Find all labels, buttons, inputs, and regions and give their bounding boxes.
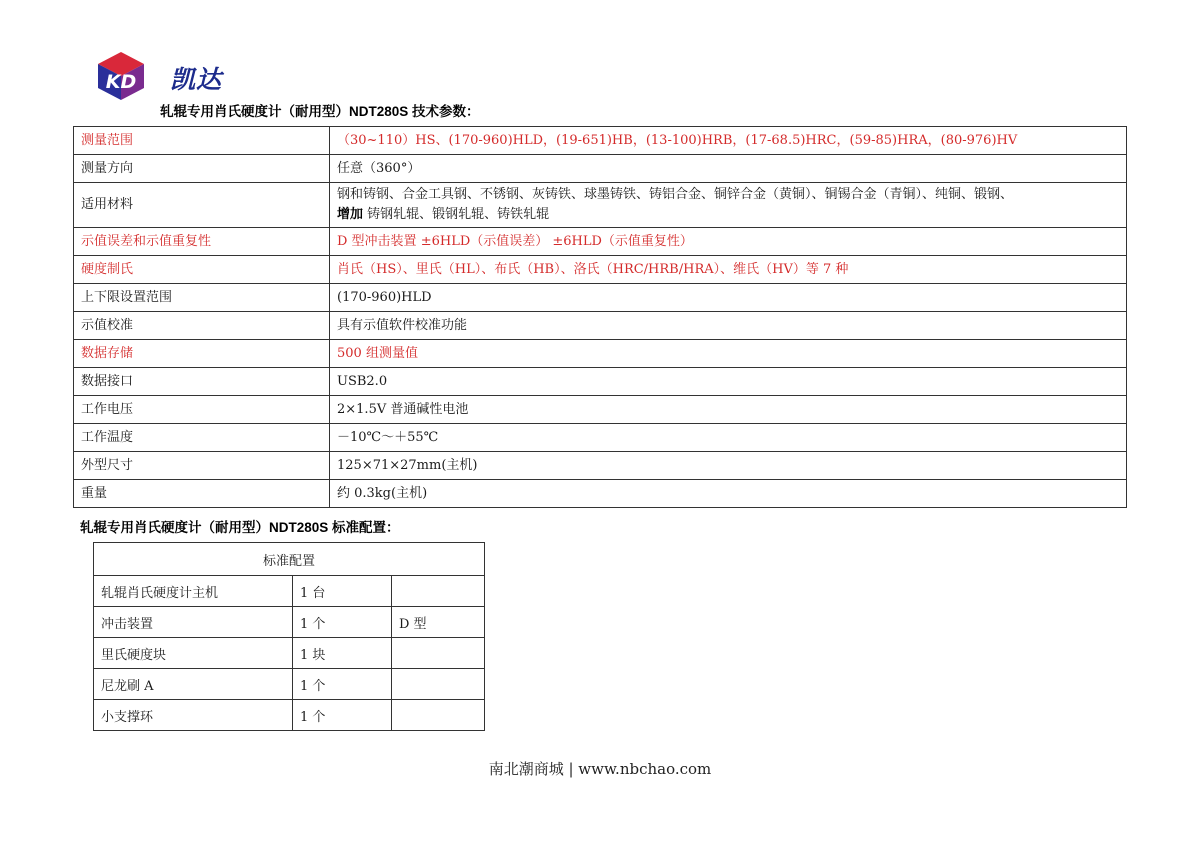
config-row xyxy=(94,700,485,731)
spec-value xyxy=(330,183,1127,228)
spec-label: 工作温度 xyxy=(74,424,330,452)
spec-label: 上下限设置范围 xyxy=(74,284,330,312)
spec-label: 工作电压 xyxy=(74,396,330,424)
config-header-row xyxy=(94,543,485,576)
spec-label: 测量范围 xyxy=(74,127,330,155)
spec-label: 外型尺寸 xyxy=(74,452,330,480)
spec-label: 示值校准 xyxy=(74,312,330,340)
spec-table xyxy=(73,126,1127,508)
spec-row xyxy=(74,284,1127,312)
config-table xyxy=(93,542,485,731)
spec-row xyxy=(74,127,1127,155)
config-note xyxy=(392,576,485,607)
config-row xyxy=(94,607,485,638)
config-note xyxy=(392,700,485,731)
config-qty: 1 个 xyxy=(293,607,392,638)
spec-value-bold: 增加 xyxy=(337,207,364,222)
spec-label: 数据存储 xyxy=(74,340,330,368)
spec-value: D 型冲击装置 ±6HLD（示值误差） ±6HLD（示值重复性） xyxy=(330,228,1127,256)
spec-row xyxy=(74,396,1127,424)
spec-row xyxy=(74,183,1127,228)
config-title: 轧辊专用肖氏硬度计（耐用型）NDT280S 标准配置： xyxy=(80,520,400,535)
spec-label: 示值误差和示值重复性 xyxy=(74,228,330,256)
config-item: 轧辊肖氏硬度计主机 xyxy=(94,576,293,607)
spec-row xyxy=(74,256,1127,284)
config-item: 尼龙刷 A xyxy=(94,669,293,700)
config-qty: 1 个 xyxy=(293,669,392,700)
spec-label: 重量 xyxy=(74,480,330,508)
kd-logo xyxy=(96,50,146,102)
spec-row xyxy=(74,480,1127,508)
spec-value: (170-960)HLD xyxy=(330,284,1127,312)
spec-value: 约 0.3kg(主机) xyxy=(330,480,1127,508)
spec-row xyxy=(74,155,1127,183)
svg-text:KD: KD xyxy=(105,71,137,93)
config-row xyxy=(94,576,485,607)
spec-value: －10℃～＋55℃ xyxy=(330,424,1127,452)
config-item: 里氏硬度块 xyxy=(94,638,293,669)
spec-value: 任意（360°） xyxy=(330,155,1127,183)
spec-label: 硬度制氏 xyxy=(74,256,330,284)
spec-value: USB2.0 xyxy=(330,368,1127,396)
spec-row xyxy=(74,312,1127,340)
spec-row xyxy=(74,340,1127,368)
config-qty: 1 块 xyxy=(293,638,392,669)
spec-value-text: 钢和铸钢、合金工具钢、不锈钢、灰铸铁、球墨铸铁、铸铝合金、铜锌合金（黄铜）、铜锡合金（青铜）、纯铜、锻钢、 xyxy=(337,187,1014,202)
config-row xyxy=(94,669,485,700)
config-qty: 1 台 xyxy=(293,576,392,607)
config-note xyxy=(392,669,485,700)
config-item: 小支撑环 xyxy=(94,700,293,731)
spec-row xyxy=(74,424,1127,452)
spec-value-tail: 铸钢轧辊、锻钢轧辊、铸铁轧辊 xyxy=(363,207,550,222)
config-note: D 型 xyxy=(392,607,485,638)
footer-text: 南北潮商城 | www.nbchao.com xyxy=(488,760,712,778)
spec-value: 2×1.5V 普通碱性电池 xyxy=(330,396,1127,424)
spec-value: 肖氏（HS）、里氏（HL）、布氏（HB）、洛氏（HRC/HRB/HRA）、维氏（HV）等 7 种 xyxy=(330,256,1127,284)
config-header: 标准配置 xyxy=(94,543,485,576)
brand-name: 凯达 xyxy=(170,65,223,94)
spec-value: 具有示值软件校准功能 xyxy=(330,312,1127,340)
config-qty: 1 个 xyxy=(293,700,392,731)
spec-row xyxy=(74,452,1127,480)
config-note xyxy=(392,638,485,669)
spec-value: （30~110）HS、(170-960)HLD，(19-651)HB，(13-100)HRB，(17-68.5)HRC，(59-85)HRA，(80-976)HV xyxy=(330,127,1127,155)
spec-row xyxy=(74,368,1127,396)
spec-label: 数据接口 xyxy=(74,368,330,396)
spec-label: 适用材料 xyxy=(74,183,330,228)
config-row xyxy=(94,638,485,669)
tech-spec-title: 轧辊专用肖氏硬度计（耐用型）NDT280S 技术参数： xyxy=(160,104,480,119)
spec-value: 500 组测量值 xyxy=(330,340,1127,368)
spec-label: 测量方向 xyxy=(74,155,330,183)
spec-value: 125×71×27mm(主机) xyxy=(330,452,1127,480)
spec-row xyxy=(74,228,1127,256)
config-item: 冲击装置 xyxy=(94,607,293,638)
